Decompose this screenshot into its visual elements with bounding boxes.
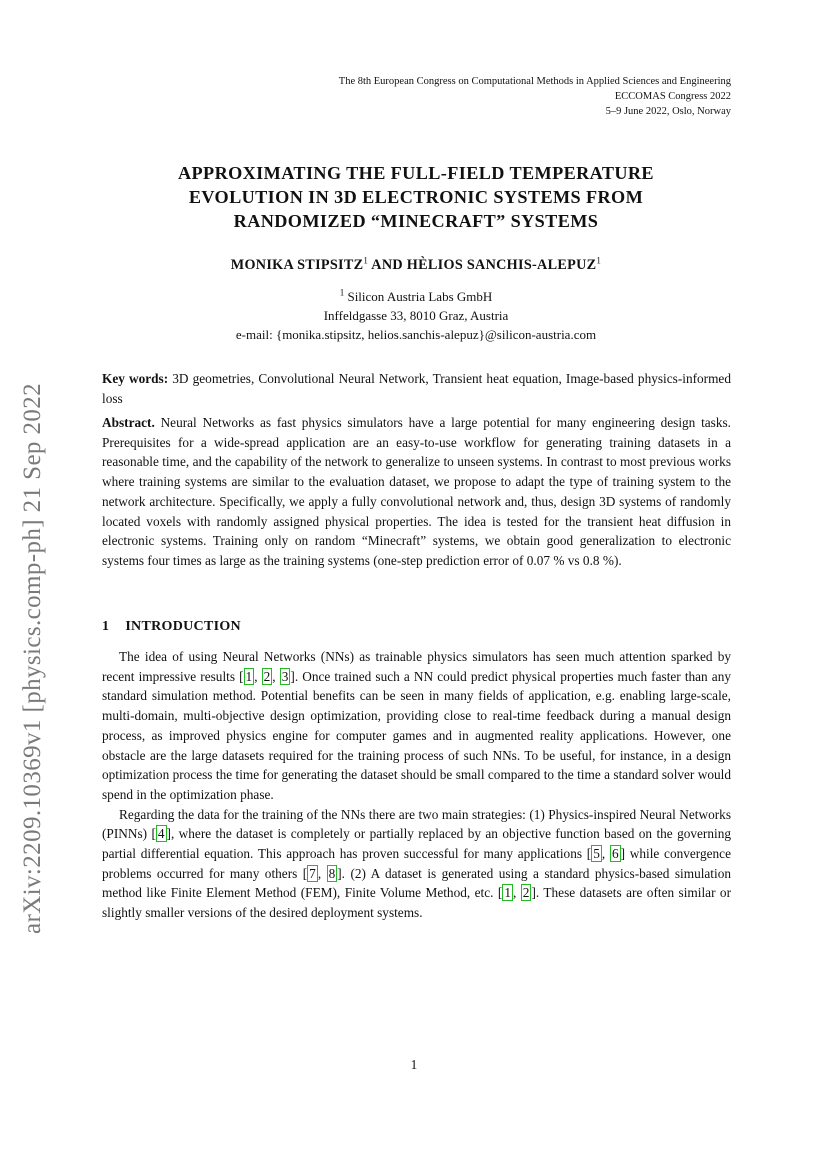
congress-name: ECCOMAS Congress 2022 — [614, 91, 731, 102]
citation-separator: , — [601, 846, 610, 862]
citation-link[interactable]: 8 — [328, 865, 336, 881]
institution-line — [102, 287, 730, 306]
paragraph-text: ]. (2) A dataset is generated using a standard physics-based simulation method like Finite Element Method (FEM), Finite Volume Method, etc. [ — [102, 865, 731, 901]
citation-link[interactable]: 1 — [504, 885, 511, 901]
affiliation-marker: 1 — [363, 255, 369, 266]
keywords-text: 3D geometries, Convolutional Neural Network, Transient heat equation, Image-based physics-informed loss — [102, 371, 731, 406]
affiliation-marker: 1 — [596, 255, 602, 266]
institution-address: Inffeldgasse 33, 8010 Graz, Austria — [323, 308, 509, 323]
citation-separator: , — [272, 668, 280, 684]
institution-name: Silicon Austria Labs GmbH — [347, 289, 493, 304]
citation-link[interactable]: 3 — [281, 668, 289, 684]
abstract-label: Abstract. — [102, 415, 155, 430]
arxiv-identifier-stamp: arXiv:2209.10369v1 [physics.comp-ph] 21 Sep 2022 — [19, 382, 46, 934]
title-line-3: RANDOMIZED “MINECRAFT” SYSTEMS — [233, 211, 599, 231]
paragraph-text: ] while convergence problems occurred for many others [ — [102, 846, 731, 881]
paragraph — [102, 647, 731, 805]
citation-link[interactable]: 2 — [522, 885, 530, 901]
paragraph-text: ]. Once trained such a NN could predict physical properties much faster than any standard simulation method. Potential benefits can be seen in many fields of application, e.g. enabling large-scale, multi-domain, multi-objective design optimization, providing close to real-time feedback during a manual design process, as improved physics engine for computer games and in augmented reality applications. However, one obstacle are the large datasets required for the training process of such NNs. To be useful, for instance, in a design optimization process the time for generating the dataset should be small compared to the time a standard solver would spend in the optimization phase. — [102, 668, 732, 802]
abstract-text: Neural Networks as fast physics simulators have a large potential for many engineering design tasks. Prerequisites for a wide-spread application are an easy-to-use workflow for generating training datasets in a reasonable time, and the capability of the network to generalize to unseen systems. In contrast to most previous works where training systems are similar to the evaluation dataset, we propose to adapt the type of training system to the network architecture. Specifically, we apply a fully convolutional network and, thus, design 3D systems of randomly located voxels with randomly assigned physical properties. The idea is tested for the transient heat diffusion in electronic systems. Training only on random “Minecraft” systems, we obtain good generalization to electronic systems four times as large as the training systems (one-step prediction error of 0.07 % vs 0.8 %). — [102, 415, 731, 568]
keywords-block — [102, 369, 731, 408]
author-list — [102, 257, 730, 274]
paragraph-text: ], where the dataset is completely or partially replaced by an objective function based on the governing partial differential equation. This approach has proven successful for many applications [ — [102, 826, 732, 862]
citation-link[interactable]: 5 — [593, 846, 600, 862]
page-number: 1 — [410, 1057, 418, 1072]
paragraph-text: The idea of using Neural Networks (NNs) as trainable physics simulators has seen much attention sparked by recent impressive results [ — [102, 649, 731, 684]
paragraph — [102, 805, 731, 923]
citation-separator: , — [254, 668, 262, 684]
title-line-2: EVOLUTION IN 3D ELECTRONIC SYSTEMS FROM — [188, 187, 644, 207]
citation-link[interactable]: 1 — [245, 668, 253, 684]
section-number: 1 — [102, 619, 110, 634]
author-name: HÈLIOS SANCHIS-ALEPUZ — [406, 257, 597, 273]
author-conjunction: AND — [371, 257, 403, 273]
citation-separator: , — [513, 885, 521, 901]
citation-link[interactable]: 2 — [263, 668, 271, 684]
keywords-label: Key words: — [102, 371, 169, 386]
title-line-1: APPROXIMATING THE FULL-FIELD TEMPERATURE — [178, 163, 654, 183]
section-title: INTRODUCTION — [125, 619, 241, 634]
affiliation-block — [102, 287, 730, 344]
conference-header — [339, 74, 731, 119]
author-name: MONIKA STIPSITZ — [230, 257, 364, 273]
conference-date-location: 5–9 June 2022, Oslo, Norway — [605, 106, 731, 117]
contact-email: e-mail: {monika.stipsitz, helios.sanchis-alepuz}@silicon-austria.com — [235, 327, 597, 342]
introduction-body — [102, 647, 731, 923]
citation-link[interactable]: 6 — [611, 846, 619, 862]
section-heading — [102, 619, 241, 635]
abstract-block — [102, 413, 731, 571]
affiliation-marker: 1 — [339, 287, 345, 298]
citation-separator: , — [317, 865, 327, 881]
citation-link[interactable]: 4 — [157, 826, 165, 842]
paragraph-text: ]. These datasets are often similar or slightly smaller versions of the desired deployment systems. — [102, 885, 732, 921]
paper-title — [102, 161, 730, 233]
citation-link[interactable]: 7 — [309, 865, 316, 881]
conference-name: The 8th European Congress on Computational Methods in Applied Sciences and Engineering — [338, 76, 731, 87]
paragraph-text: Regarding the data for the training of the NNs there are two main strategies: (1) Physics-inspired Neural Networks (PINNs) [ — [102, 806, 731, 842]
